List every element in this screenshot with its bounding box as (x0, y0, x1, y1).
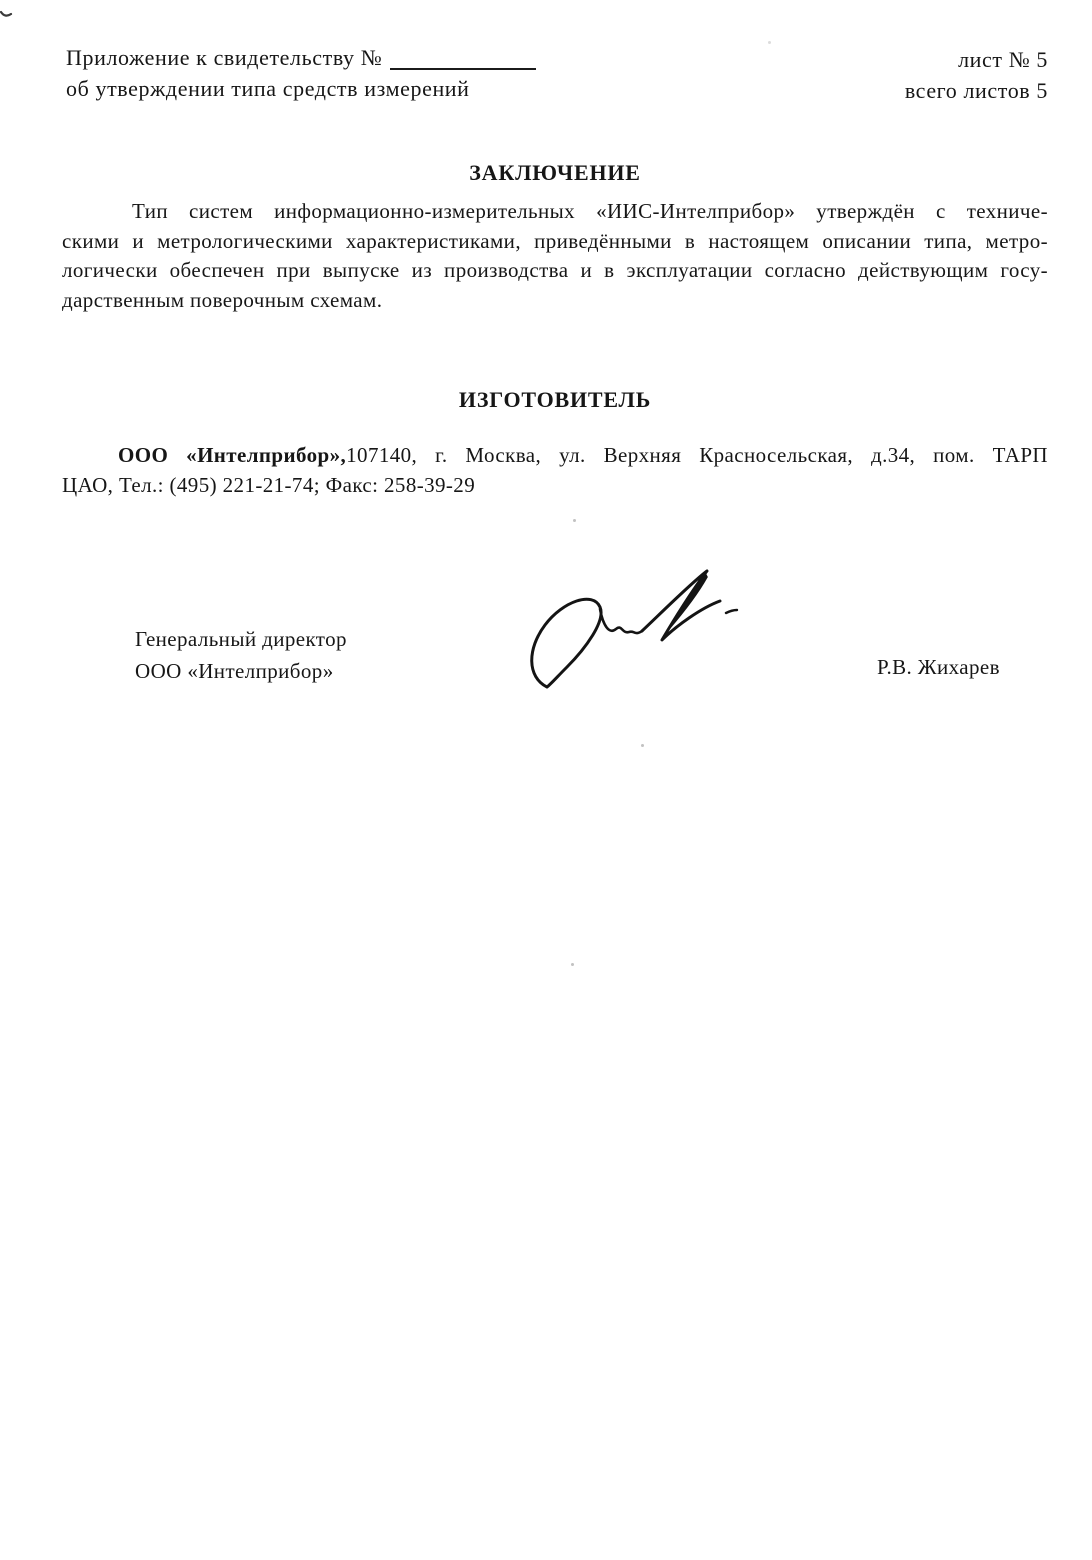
conclusion-line: дарственным поверочным схемам. (62, 287, 383, 312)
conclusion-paragraph (62, 197, 1048, 315)
header-right-block (905, 44, 1048, 106)
scan-speck (768, 41, 771, 44)
conclusion-title: ЗАКЛЮЧЕНИЕ (469, 160, 641, 185)
manufacturer-name: ООО «Интелприбор», (118, 443, 347, 467)
type-approval-line: об утверждении типа средств измерений (66, 76, 470, 101)
manufacturer-address: 107140, г. Москва, ул. Верхняя Красносельская, д.34, пом. ТАРП (346, 443, 1048, 467)
scan-speck (571, 963, 574, 966)
scan-speck (573, 519, 576, 522)
total-sheets: всего листов 5 (904, 78, 1048, 103)
signatory-role-line: Генеральный директор (135, 627, 347, 651)
signatory-name: Р.В. Жихарев (877, 655, 1000, 679)
header-left-block (66, 42, 536, 104)
conclusion-line: логически обеспечен при выпуске из производства и в эксплуатации согласно действующим госу- (62, 258, 1048, 282)
manufacturer-paragraph (62, 440, 1048, 500)
scan-artifact-icon (0, 8, 14, 22)
manufacturer-title: ИЗГОТОВИТЕЛЬ (458, 387, 652, 412)
manufacturer-address-line (62, 440, 1048, 470)
certificate-reference-text: Приложение к свидетельству № (66, 45, 383, 70)
scan-speck (641, 744, 644, 747)
certificate-reference-line (66, 42, 536, 73)
signatory-company-line: ООО «Интелприбор» (135, 659, 334, 683)
sheet-number: лист № 5 (958, 47, 1048, 72)
conclusion-line: Тип систем информационно-измерительных «ИИС-Интелприбор» утверждён с техниче- (132, 199, 1048, 223)
certificate-number-blank (390, 68, 536, 70)
conclusion-line: скими и метрологическими характеристиками, приведёнными в настоящем описании типа, метро- (62, 228, 1048, 253)
signatory-role-block (135, 623, 347, 687)
manufacturer-contacts: ЦАО, Тел.: (495) 221-21-74; Факс: 258-39-29 (62, 473, 476, 497)
handwritten-signature (523, 563, 745, 695)
